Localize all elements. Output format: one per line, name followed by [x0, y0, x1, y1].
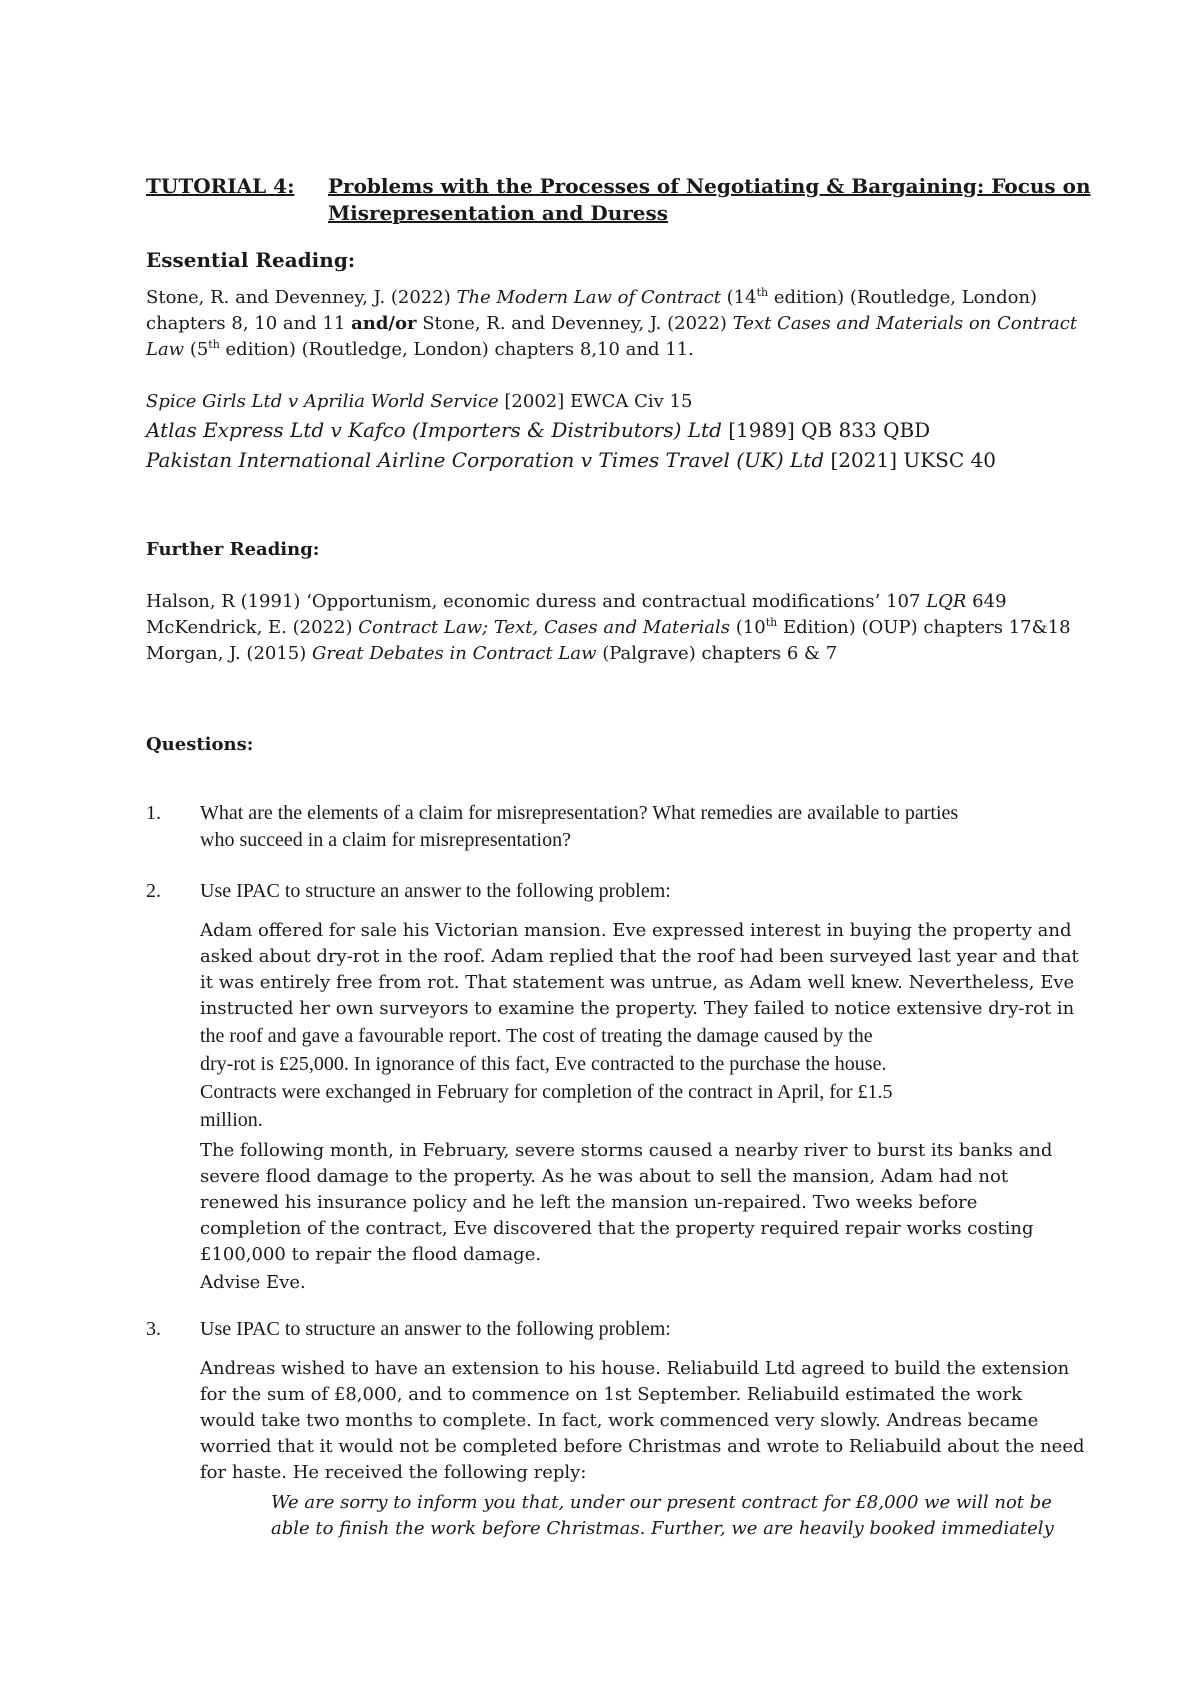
problem-line: instructed her own surveyors to examine the property. They failed to notice extensive dry-rot in [200, 998, 1075, 1019]
ref-text: 649 [966, 591, 1007, 612]
problem-line: Contracts were exchanged in February for completion of the contract in April, for £1.5 [200, 1081, 893, 1103]
essential-ref-line-1 [146, 285, 1037, 311]
ref-text: Edition) (OUP) chapters 17&18 [777, 617, 1071, 638]
problem-line: completion of the contract, Eve discovered that the property required repair works costing [200, 1218, 1034, 1239]
essential-ref-line-2 [146, 311, 1077, 337]
question-number: 2. [146, 880, 161, 902]
ref-text: edition) (Routledge, London) [768, 287, 1038, 308]
question-3-intro: Use IPAC to structure an answer to the following problem: [200, 1318, 671, 1340]
problem-line: Andreas wished to have an extension to his house. Reliabuild Ltd agreed to build the extension [200, 1358, 1070, 1379]
ref-text: Stone, R. and Devenney, J. (2022) [416, 313, 733, 334]
case-name: Spice Girls Ltd v Aprilia World Service [146, 391, 499, 412]
book-title: The Modern Law of Contract [456, 287, 721, 308]
ref-text: Stone, R. and Devenney, J. (2022) [146, 287, 457, 308]
further-ref-line [146, 615, 1071, 641]
problem-line: Adam offered for sale his Victorian mansion. Eve expressed interest in buying the property and [200, 920, 1072, 941]
case-name: Pakistan International Airline Corporation v Times Travel (UK) Ltd [146, 448, 825, 472]
further-ref-line [146, 589, 1007, 615]
problem-line: £100,000 to repair the flood damage. [200, 1244, 542, 1265]
essential-reading-heading: Essential Reading: [146, 248, 356, 272]
problem-line: The following month, in February, severe storms caused a nearby river to burst its banks and [200, 1140, 1053, 1161]
further-reading-heading: Further Reading: [146, 539, 320, 560]
book-title: Contract Law; Text, Cases and Materials [358, 617, 731, 638]
title-line-2: Misrepresentation and Duress [328, 201, 669, 225]
ref-conjunction: and/or [351, 313, 417, 334]
case-line [146, 416, 930, 444]
ref-text: chapters 8, 10 and 11 [146, 313, 352, 334]
quoted-reply-line: We are sorry to inform you that, under our present contract for £8,000 we will not be [271, 1492, 1052, 1513]
ref-text: Morgan, J. (2015) [146, 643, 312, 664]
ref-text: (10 [730, 617, 766, 638]
superscript: th [756, 286, 769, 299]
question-2-intro: Use IPAC to structure an answer to the following problem: [200, 880, 671, 902]
problem-line: for the sum of £8,000, and to commence on 1st September. Reliabuild estimated the work [200, 1384, 1022, 1405]
book-title: Law [146, 339, 185, 360]
problem-line: for haste. He received the following reply: [200, 1462, 587, 1483]
journal-name: LQR [926, 591, 967, 612]
ref-text: (5 [184, 339, 209, 360]
essential-ref-line-3 [146, 337, 694, 363]
case-line [146, 389, 692, 415]
problem-line: dry-rot is £25,000. In ignorance of this fact, Eve contracted to the purchase the house. [200, 1053, 887, 1075]
problem-line: severe flood damage to the property. As he was about to sell the mansion, Adam had not [200, 1166, 1009, 1187]
question-1-line: What are the elements of a claim for misrepresentation? What remedies are available to parties [200, 802, 959, 824]
case-citation: [2021] UKSC 40 [824, 448, 996, 472]
question-number: 3. [146, 1318, 161, 1340]
book-title: Text Cases and Materials on Contract [732, 313, 1078, 334]
ref-text: Halson, R (1991) ‘Opportunism, economic duress and contractual modifications’ 107 [146, 591, 927, 612]
question-number: 1. [146, 802, 161, 824]
problem-line: worried that it would not be completed before Christmas and wrote to Reliabuild about the need [200, 1436, 1085, 1457]
problem-line: asked about dry-rot in the roof. Adam replied that the roof had been surveyed last year and that [200, 946, 1079, 967]
case-name: Atlas Express Ltd v Kafco (Importers & Distributors) Ltd [146, 418, 722, 442]
title-line-1: Problems with the Processes of Negotiating & Bargaining: Focus on [328, 174, 1091, 198]
tutorial-label: TUTORIAL 4: [146, 174, 295, 198]
quoted-reply-line: able to finish the work before Christmas. Further, we are heavily booked immediately [271, 1518, 1054, 1539]
advise-line: Advise Eve. [200, 1272, 306, 1293]
problem-line: renewed his insurance policy and he left the mansion un-repaired. Two weeks before [200, 1192, 978, 1213]
case-line [146, 446, 996, 474]
problem-line: the roof and gave a favourable report. The cost of treating the damage caused by the [200, 1025, 873, 1047]
case-citation: [2002] EWCA Civ 15 [498, 391, 693, 412]
ref-text: edition) (Routledge, London) chapters 8,10 and 11. [219, 339, 694, 360]
ref-text: (Palgrave) chapters 6 & 7 [596, 643, 838, 664]
ref-text: (14 [720, 287, 757, 308]
book-title: Great Debates in Contract Law [312, 643, 597, 664]
case-citation: [1989] QB 833 QBD [721, 418, 931, 442]
problem-line: it was entirely free from rot. That statement was untrue, as Adam well knew. Nevertheless, Eve [200, 972, 1075, 993]
problem-line: million. [200, 1109, 263, 1131]
question-1-line: who succeed in a claim for misrepresentation? [200, 829, 571, 851]
questions-heading: Questions: [146, 734, 254, 755]
further-ref-line [146, 641, 837, 667]
ref-text: McKendrick, E. (2022) [146, 617, 359, 638]
superscript: th [208, 338, 220, 351]
problem-line: would take two months to complete. In fact, work commenced very slowly. Andreas became [200, 1410, 1039, 1431]
superscript: th [765, 616, 778, 629]
